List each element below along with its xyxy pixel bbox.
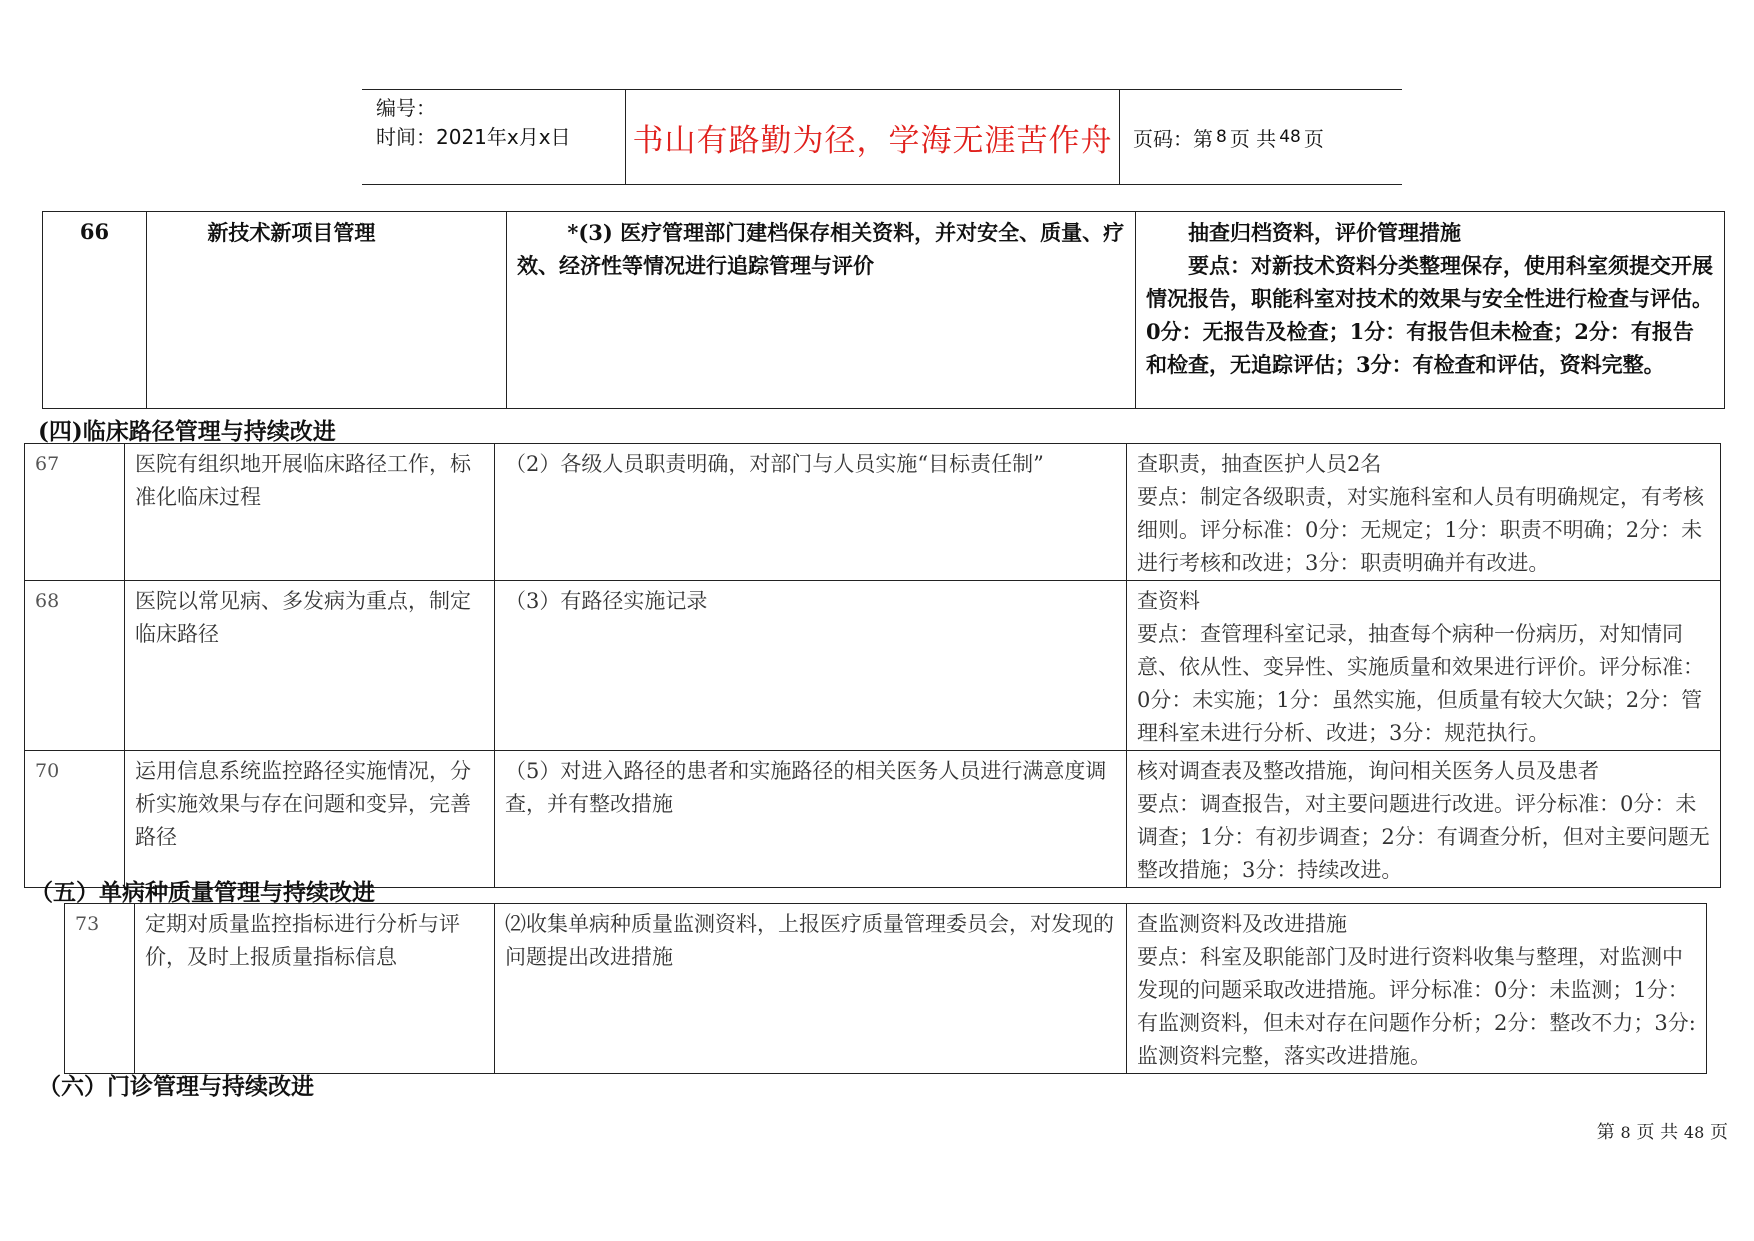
row-method: 查监测资料及改进措施 <box>1137 912 1347 936</box>
row-points: 要点：对新技术资料分类整理保存，使用科室须提交开展情况报告，职能科室对技术的效果与安全性进行检查与评估。0分：无报告及检查；1分：有报告但未检查；2分：有报告和检查，无追踪评估；3分：有检查和评估，资料完整。 <box>1146 253 1713 377</box>
section-title-6: （六）门诊管理与持续改进 <box>38 1073 314 1100</box>
row-method-cell <box>1127 751 1721 888</box>
row-points: 要点：调查报告，对主要问题进行改进。评分标准：0分：未调查；1分：有初步调查；2分：有调查分析，但对主要问题无整改措施；3分：持续改进。 <box>1137 792 1710 882</box>
page-footer <box>1597 1118 1728 1144</box>
row-item: 医院有组织地开展临床路径工作，标准化临床过程 <box>125 444 495 581</box>
motto: 书山有路勤为径，学海无涯苦作舟 <box>626 90 1120 184</box>
header-meta <box>362 90 626 184</box>
row-points: 要点：查管理科室记录，抽查每个病种一份病历，对知情同意、依从性、变异性、实施质量和效果进行评价。评分标准：0分：未实施；1分：虽然实施，但质量有较大欠缺；2分：管理科室未进行分析、改进；3分：规范执行。 <box>1137 622 1704 745</box>
row-method-cell <box>1127 581 1721 751</box>
footer-mid: 页 共 <box>1636 1122 1679 1143</box>
row-points: 要点：科室及职能部门及时进行资料收集与整理，对监测中发现的问题采取改进措施。评分标准：0分：未监测；1分：有监测资料，但未对存在问题作分析；2分：整改不力；3分:监测资料完整，落实改进措施。 <box>1137 945 1696 1068</box>
footer-suffix: 页 <box>1710 1122 1728 1143</box>
footer-prefix: 第 <box>1596 1122 1615 1143</box>
row-number: 70 <box>25 751 125 888</box>
page-current: 8 <box>1216 127 1227 147</box>
row-standard: （2）各级人员职责明确，对部门与人员实施“目标责任制” <box>495 444 1127 581</box>
table-row <box>25 444 1721 581</box>
row-number: 73 <box>65 904 135 1074</box>
row-number: 68 <box>25 581 125 751</box>
row-item: 新技术新项目管理 <box>147 212 507 409</box>
single-disease-table <box>64 903 1707 1074</box>
page-prefix: 页码：第 <box>1133 126 1213 151</box>
row-method: 查职责，抽查医护人员2名 <box>1137 452 1382 476</box>
row-method: 核对调查表及整改措施，询问相关医务人员及患者 <box>1137 759 1599 783</box>
row-method-cell <box>1127 444 1721 581</box>
row-standard: ⑵收集单病种质量监测资料，上报医疗质量管理委员会，对发现的问题提出改进措施 <box>495 904 1127 1074</box>
row-number: 66 <box>43 212 147 409</box>
section-title-4: (四)临床路径管理与持续改进 <box>38 418 336 445</box>
row-points: 要点：制定各级职责，对实施科室和人员有明确规定，有考核细则。评分标准：0分：无规定；1分：职责不明确；2分：未进行考核和改进；3分：职责明确并有改进。 <box>1137 485 1704 575</box>
row-method: 抽查归档资料，评价管理措施 <box>1188 220 1461 245</box>
table-row <box>25 581 1721 751</box>
section-title-5: （五）单病种质量管理与持续改进 <box>30 879 375 906</box>
document-header <box>362 89 1402 185</box>
row-standard: （5）对进入路径的患者和实施路径的相关医务人员进行满意度调查，并有整改措施 <box>495 751 1127 888</box>
row-standard: （3）有路径实施记录 <box>495 581 1127 751</box>
table-row <box>65 904 1707 1074</box>
page-mid: 页 共 <box>1229 126 1277 151</box>
row-item: 定期对质量监控指标进行分析与评价，及时上报质量指标信息 <box>135 904 495 1074</box>
row-item: 运用信息系统监控路径实施情况，分析实施效果与存在问题和变异，完善路径 <box>125 751 495 888</box>
row-item: 医院以常见病、多发病为重点，制定临床路径 <box>125 581 495 751</box>
page-suffix: 页 <box>1303 126 1324 151</box>
row-method-cell <box>1127 904 1707 1074</box>
row-standard: *(3) 医疗管理部门建档保存相关资料，并对安全、质量、疗效、经济性等情况进行追踪管理与评价 <box>507 212 1136 409</box>
table-row <box>43 212 1725 409</box>
page-total: 48 <box>1279 127 1301 147</box>
time-label: 时间：2021年x月x日 <box>376 125 571 149</box>
row-method: 查资料 <box>1137 589 1200 613</box>
table-row-66 <box>42 211 1725 409</box>
clinical-pathway-table <box>24 443 1721 888</box>
row-method-cell <box>1136 212 1725 409</box>
table-row <box>25 751 1721 888</box>
number-label: 编号： <box>376 96 436 120</box>
row-number: 67 <box>25 444 125 581</box>
footer-current: 8 <box>1620 1123 1631 1142</box>
header-page-info <box>1120 90 1402 184</box>
footer-total: 48 <box>1683 1123 1705 1142</box>
